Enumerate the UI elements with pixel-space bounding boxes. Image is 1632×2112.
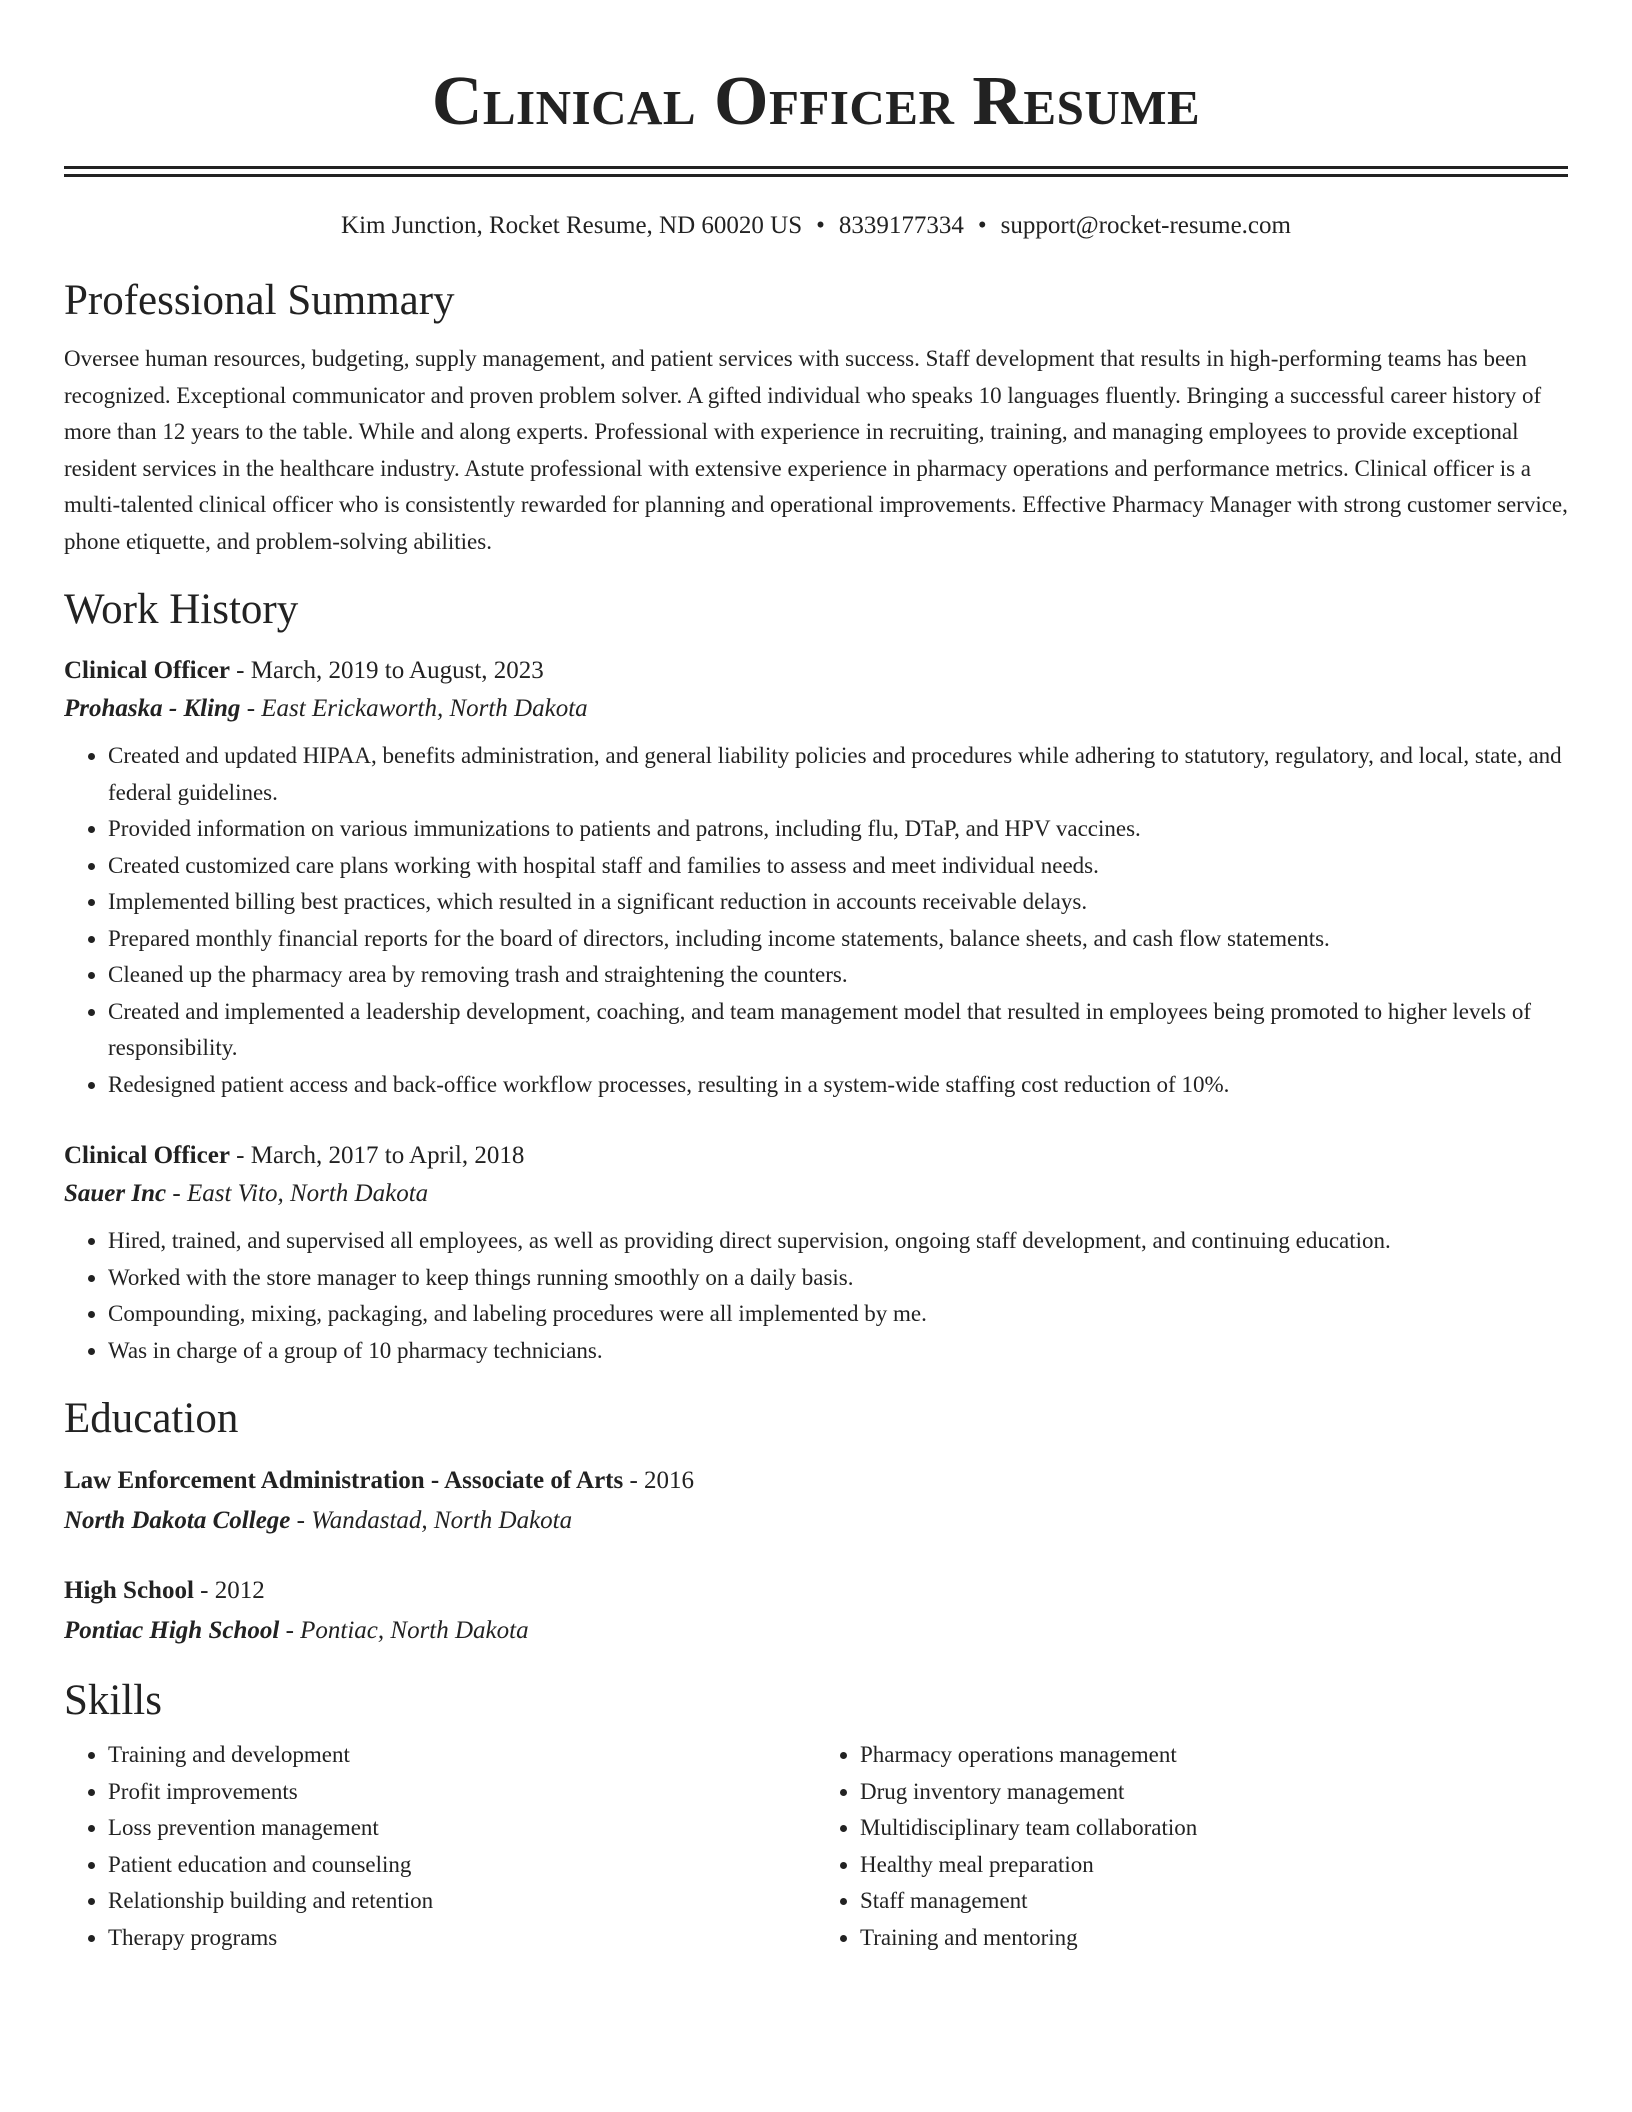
job-dates: - March, 2017 to April, 2018 <box>229 1142 525 1169</box>
degree-line <box>64 1571 1568 1611</box>
list-item: • Drug inventory management <box>860 1774 1568 1811</box>
education-entry <box>64 1571 1568 1651</box>
job-title: Clinical Officer <box>64 1142 230 1169</box>
list-item: • Was in charge of a group of 10 pharmacy technicians. <box>108 1333 1568 1370</box>
list-item: • Therapy programs <box>108 1920 816 1957</box>
list-item: • Profit improvements <box>108 1774 816 1811</box>
list-item: • Compounding, mixing, packaging, and labeling procedures were all implemented by me. <box>108 1296 1568 1333</box>
list-item: • Created and updated HIPAA, benefits administration, and general liability policies and procedures while adhering to statutory, regulatory, and local, state, and federal guidelines. <box>108 738 1568 811</box>
contact-address: Kim Junction, Rocket Resume, ND 60020 US <box>341 212 803 239</box>
degree-year: - 2016 <box>623 1467 695 1494</box>
work-history-heading: Work History <box>64 586 299 633</box>
list-item: • Implemented billing best practices, which resulted in a significant reduction in accounts receivable delays. <box>108 884 1568 921</box>
job-entry <box>64 652 1568 1103</box>
education-entry <box>64 1461 1568 1541</box>
contact-separator: • <box>977 212 987 239</box>
list-item: • Hired, trained, and supervised all employees, as well as providing direct supervision, ongoing staff development, and continuing education. <box>108 1223 1568 1260</box>
education-heading: Education <box>64 1395 239 1442</box>
education-section <box>64 1393 1568 1651</box>
job-bullets <box>64 1223 1568 1369</box>
job-company: Sauer Inc <box>64 1180 167 1207</box>
skills-grid <box>64 1737 1568 1956</box>
skills-list-right <box>816 1737 1568 1956</box>
title-double-rule <box>64 166 1568 177</box>
school-line <box>64 1611 1568 1651</box>
skills-list-left <box>64 1737 816 1956</box>
list-item: • Patient education and counseling <box>108 1847 816 1884</box>
skills-heading: Skills <box>64 1677 162 1724</box>
work-history-section <box>64 584 1568 1369</box>
job-location: - East Vito, North Dakota <box>166 1180 429 1207</box>
job-company-line <box>64 690 1568 728</box>
job-company-line <box>64 1175 1568 1213</box>
summary-text: Oversee human resources, budgeting, supply management, and patient services with success. Staff development that results in high-performing teams has been recognized. Exceptional communicator and proven problem solver. A gifted individual who speaks 10 languages fluently. Bringing a successful career history of more than 12 years to the table. While and along experts. Professional with experience in recruiting, training, and managing employees to provide exceptional resident services in the healthcare industry. Astute professional with extensive experience in pharmacy operations and performance metrics. Clinical officer is a multi-talented clinical officer who is consistently rewarded for planning and operational improvements. Effective Pharmacy Manager with strong customer service, phone etiquette, and problem-solving abilities. <box>64 346 1568 554</box>
contact-separator: • <box>816 212 825 239</box>
job-title-line <box>64 652 1568 690</box>
list-item: • Created customized care plans working with hospital staff and families to assess and meet individual needs. <box>108 848 1568 885</box>
school-location: - Pontiac, North Dakota <box>279 1617 529 1644</box>
school-name: North Dakota College <box>64 1507 291 1534</box>
list-item: • Training and mentoring <box>860 1920 1568 1957</box>
contact-line <box>64 210 1568 242</box>
job-company: Prohaska - Kling <box>64 695 241 722</box>
skills-column-right <box>816 1737 1568 1956</box>
degree-year: - 2012 <box>193 1577 265 1604</box>
school-location: - Wandastad, North Dakota <box>290 1507 573 1534</box>
list-item: • Redesigned patient access and back-office workflow processes, resulting in a system-wide staffing cost reduction of 10%. <box>108 1067 1568 1104</box>
list-item: • Worked with the store manager to keep things running smoothly on a daily basis. <box>108 1260 1568 1297</box>
degree-name: Law Enforcement Administration - Associate of Arts <box>64 1467 624 1494</box>
list-item: • Provided information on various immunizations to patients and patrons, including flu, DTaP, and HPV vaccines. <box>108 811 1568 848</box>
list-item: • Created and implemented a leadership development, coaching, and team management model that resulted in employees being promoted to higher levels of responsibility. <box>108 994 1568 1067</box>
contact-email: support@rocket-resume.com <box>1000 212 1291 239</box>
list-item: • Loss prevention management <box>108 1810 816 1847</box>
list-item: • Relationship building and retention <box>108 1883 816 1920</box>
list-item: • Staff management <box>860 1883 1568 1920</box>
summary-section <box>64 275 1568 560</box>
contact-phone: 8339177334 <box>838 212 964 239</box>
job-entry <box>64 1137 1568 1369</box>
job-location: - East Erickaworth, North Dakota <box>240 695 588 722</box>
job-bullets <box>64 738 1568 1103</box>
job-title-line <box>64 1137 1568 1175</box>
school-name: Pontiac High School <box>64 1617 280 1644</box>
list-item: • Healthy meal preparation <box>860 1847 1568 1884</box>
job-title: Clinical Officer <box>64 657 230 684</box>
list-item: • Training and development <box>108 1737 816 1774</box>
resume-title: Clinical Officer Resume <box>431 63 1201 140</box>
list-item: • Pharmacy operations management <box>860 1737 1568 1774</box>
list-item: • Cleaned up the pharmacy area by removing trash and straightening the counters. <box>108 957 1568 994</box>
skills-column-left <box>64 1737 816 1956</box>
degree-name: High School <box>64 1577 194 1604</box>
list-item: • Prepared monthly financial reports for the board of directors, including income statements, balance sheets, and cash flow statements. <box>108 921 1568 958</box>
job-dates: - March, 2019 to August, 2023 <box>229 657 544 684</box>
list-item: • Multidisciplinary team collaboration <box>860 1810 1568 1847</box>
summary-heading: Professional Summary <box>64 277 455 324</box>
degree-line <box>64 1461 1568 1501</box>
skills-section <box>64 1675 1568 1956</box>
school-line <box>64 1501 1568 1541</box>
